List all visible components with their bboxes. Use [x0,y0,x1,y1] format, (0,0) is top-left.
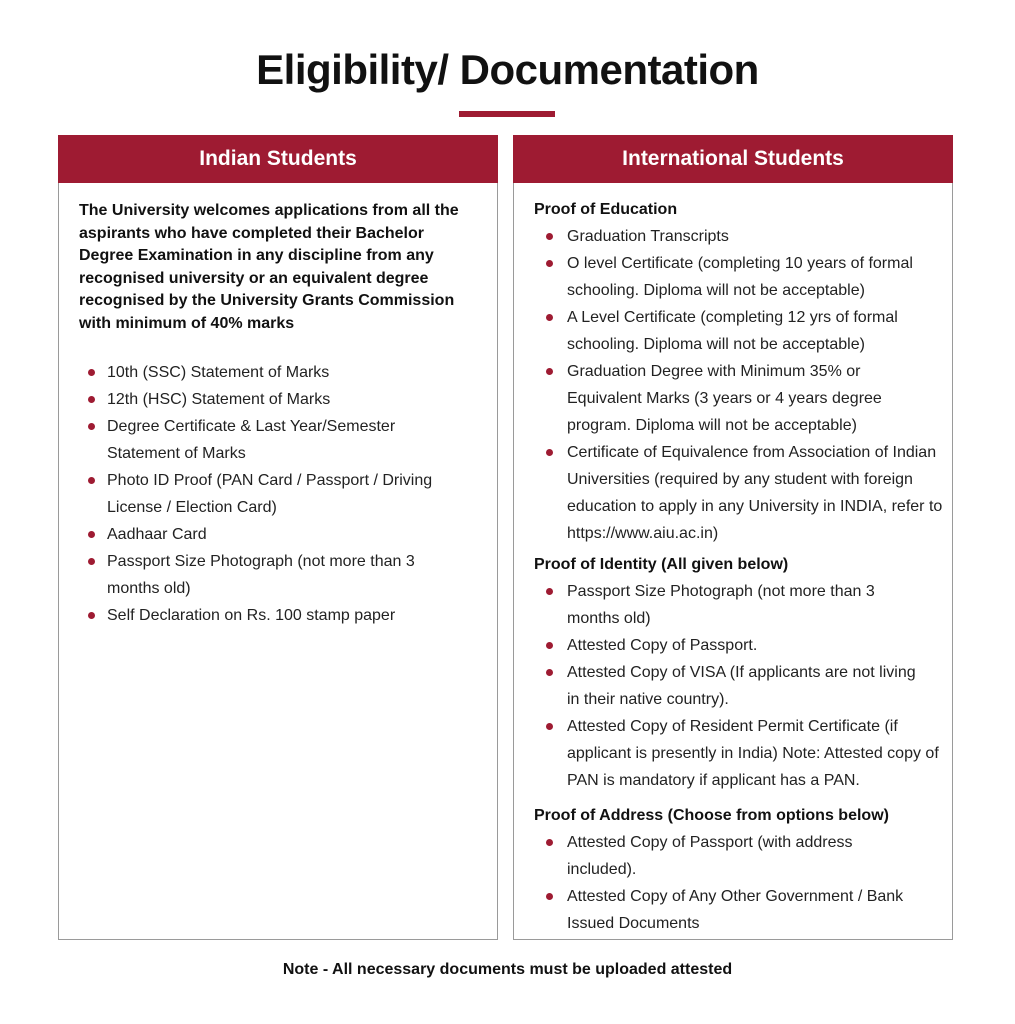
list-item: Attested Copy of Resident Permit Certificate (if applicant is presently in India) Note: Attested copy of PAN is mandatory if applicant has a PAN. [546,713,962,794]
identity-document-list [546,578,952,794]
bullet-icon [546,314,553,321]
bullet-icon [546,893,553,900]
bullet-icon [546,723,553,730]
list-item: Attested Copy of Passport (with address included). [546,829,912,883]
proof-of-education-heading: Proof of Education [534,201,678,218]
list-item: Graduation Transcripts [546,223,952,250]
bullet-icon [546,642,553,649]
list-item: Graduation Degree with Minimum 35% or Equivalent Marks (3 years or 4 years degree program. Diploma will not be acceptable) [546,358,922,439]
list-item: Self Declaration on Rs. 100 stamp paper [107,602,497,629]
bullet-icon [546,839,553,846]
bullet-icon [88,612,95,619]
education-document-list [546,223,952,547]
list-item: Photo ID Proof (PAN Card / Passport / Driving License / Election Card) [107,467,479,521]
bullet-icon [546,260,553,267]
list-item: Passport Size Photograph (not more than 3 months old) [107,548,447,602]
footer-note: Note - All necessary documents must be uploaded attested [282,961,733,978]
bullet-icon [88,369,95,376]
indian-document-list [107,359,497,629]
indian-students-panel [58,135,498,940]
indian-intro-text: The University welcomes applications from all the aspirants who have completed their Bachelor Degree Examination in any discipline from any recognised university or an equivalent degree recognised by the University Grants Commission with minimum of 40% marks [79,202,459,332]
list-item: Passport Size Photograph (not more than 3 months old) [546,578,907,632]
bullet-icon [88,531,95,538]
bullet-icon [546,588,553,595]
list-item: Aadhaar Card [107,521,497,548]
bullet-icon [546,449,553,456]
list-item: Degree Certificate & Last Year/Semester Statement of Marks [107,413,447,467]
list-item: A Level Certificate (completing 12 yrs of formal schooling. Diploma will not be acceptable) [546,304,937,358]
bullet-icon [546,368,553,375]
bullet-icon [88,423,95,430]
bullet-icon [546,669,553,676]
bullet-icon [88,477,95,484]
indian-students-header: Indian Students [58,135,498,183]
bullet-icon [88,396,95,403]
proof-of-address-heading: Proof of Address (Choose from options below) [534,807,889,824]
title-underline [459,111,555,117]
address-document-list [546,829,952,937]
international-students-panel [513,135,953,940]
list-item: Attested Copy of Passport. [546,632,952,659]
list-item: 10th (SSC) Statement of Marks [107,359,497,386]
list-item: Certificate of Equivalence from Association of Indian Universities (required by any student with foreign education to apply in any University in INDIA, refer to https://www.aiu.ac.in) [546,439,957,547]
list-item: O level Certificate (completing 10 years of formal schooling. Diploma will not be acceptable) [546,250,952,304]
list-item: Attested Copy of Any Other Government / Bank Issued Documents [546,883,952,937]
list-item: 12th (HSC) Statement of Marks [107,386,497,413]
list-item: Attested Copy of VISA (If applicants are not living in their native country). [546,659,927,713]
page-title: Eligibility/ Documentation [256,46,759,93]
proof-of-identity-heading: Proof of Identity (All given below) [534,556,789,573]
bullet-icon [546,233,553,240]
bullet-icon [88,558,95,565]
international-students-header: International Students [513,135,953,183]
